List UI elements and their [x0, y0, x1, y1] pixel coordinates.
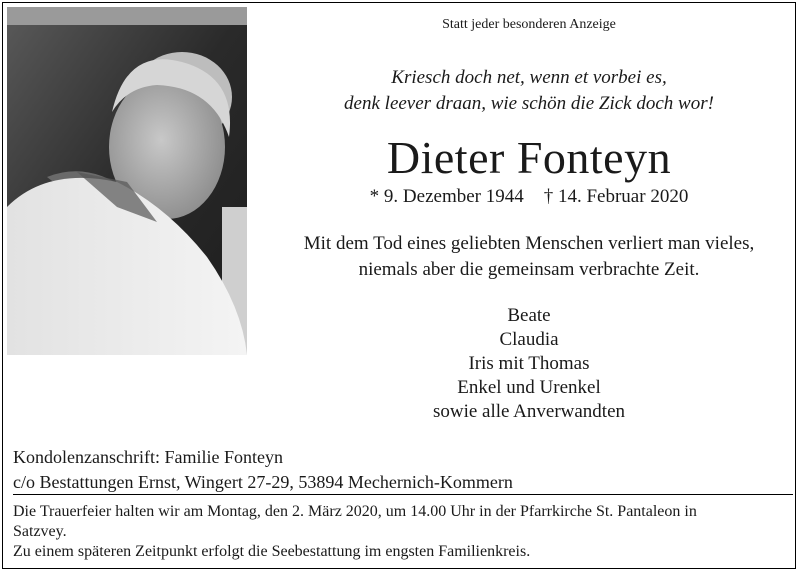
- death-date: † 14. Februar 2020: [543, 186, 689, 207]
- mourner: sowie alle Anverwandten: [432, 401, 626, 422]
- mourner: Beate: [507, 305, 551, 326]
- deceased-name: Dieter Fonteyn: [386, 132, 672, 183]
- life-dates: [259, 186, 799, 208]
- quote: [259, 65, 799, 117]
- ceremony-notice: [13, 502, 793, 562]
- condolence-address: [13, 445, 793, 495]
- address-line: c/o Bestattungen Ernst, Wingert 27-29, 53894 Mechernich-Kommern: [13, 472, 513, 492]
- portrait-photo: [7, 7, 247, 355]
- birth-date: * 9. Dezember 1944: [369, 186, 524, 207]
- mourner: Claudia: [499, 329, 559, 350]
- mourners-list: [259, 304, 799, 424]
- memorial-message: [259, 231, 799, 283]
- divider: [13, 494, 793, 495]
- quote-line: denk leever draan, wie schön die Zick doch wor!: [344, 93, 714, 114]
- message-line: Mit dem Tod eines geliebten Menschen verliert man vieles,: [303, 233, 755, 254]
- address-line: Kondolenzanschrift: Familie Fonteyn: [13, 447, 283, 467]
- mourner: Iris mit Thomas: [468, 353, 590, 374]
- portrait-image: [7, 7, 247, 355]
- quote-line: Kriesch doch net, wenn et vorbei es,: [391, 67, 667, 88]
- message-line: niemals aber die gemeinsam verbrachte Zeit.: [358, 259, 700, 280]
- obituary-notice: [2, 2, 796, 569]
- ceremony-line: Die Trauerfeier halten wir am Montag, den 2. März 2020, um 14.00 Uhr in der Pfarrkirche St. Pantaleon in: [13, 503, 697, 520]
- ceremony-line: Satzvey.: [13, 523, 67, 540]
- mourner: Enkel und Urenkel: [457, 377, 601, 398]
- notice-heading: Statt jeder besonderen Anzeige: [442, 17, 616, 32]
- ceremony-line: Zu einem späteren Zeitpunkt erfolgt die Seebestattung im engsten Familienkreis.: [13, 543, 531, 560]
